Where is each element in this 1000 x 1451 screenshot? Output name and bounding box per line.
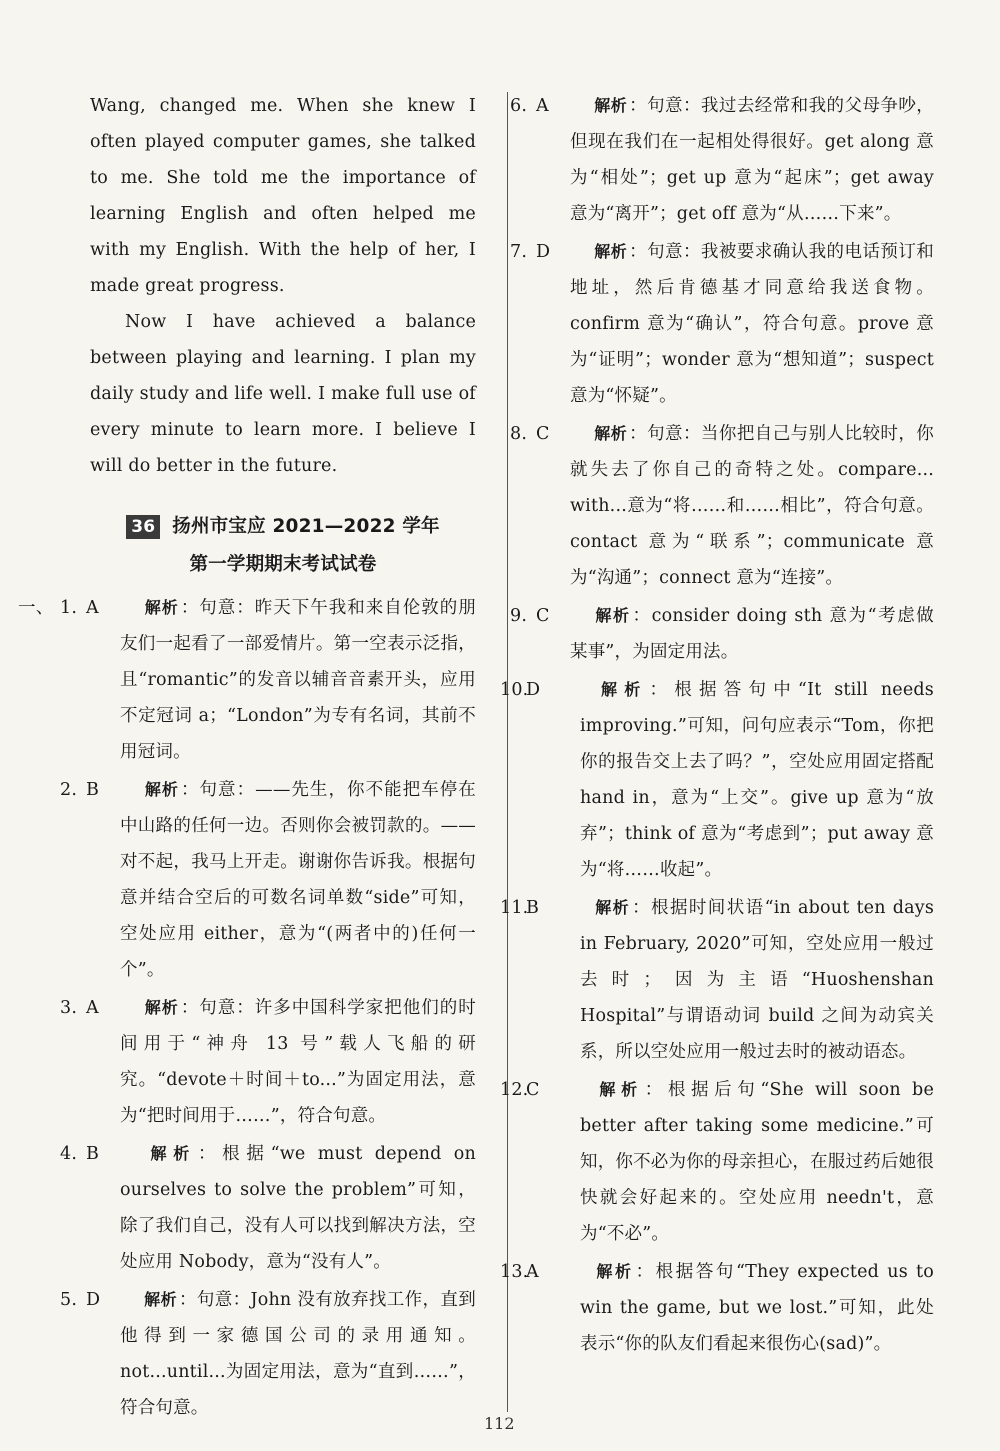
- answer-item-6: [510, 88, 934, 232]
- answer-item-8: [510, 416, 934, 596]
- answer-item-4: [60, 1136, 476, 1280]
- item-answer: D: [526, 680, 541, 700]
- item-answer: A: [86, 598, 99, 618]
- item-explanation: ：根据后句“She will soon be better after taking some medicine.”可知，你不必为你的母亲担心，在服过药后她很快就会好起来的。空处应用 needn't，意为“不必”。: [580, 1080, 934, 1244]
- answer-item-12: [500, 1072, 934, 1252]
- page-number: 112: [484, 1414, 515, 1433]
- item-number: 1.: [60, 598, 78, 618]
- item-number: 13.: [500, 1262, 529, 1282]
- left-column: [18, 88, 477, 1428]
- item-explanation: ：根据答句中“It still needs improving.”可知，问句应表示“Tom，你把你的报告交上去了吗？”，空处应用固定搭配 hand in，意为“上交”。give up 意为“放弃”；think of 意为“考虑到”；put away 意为“将……收起”。: [580, 680, 934, 880]
- item-label: 解析: [144, 998, 179, 1017]
- item-explanation: ：句意：John 没有放弃找工作，直到他得到一家德国公司的录用通知。not...until...为固定用法，意为“直到……”，符合句意。: [120, 1290, 476, 1418]
- item-answer: D: [536, 242, 551, 262]
- item-number: 12.: [500, 1080, 529, 1100]
- item-answer: D: [86, 1290, 101, 1310]
- item-explanation: ：句意：昨天下午我和来自伦敦的朋友们一起看了一部爱情片。第一空表示泛指，且“romantic”的发音以辅音音素开头，应用不定冠词 a；“London”为专有名词，其前不用冠词。: [120, 598, 477, 762]
- essay-paragraph-2: Now I have achieved a balance between playing and learning. I plan my daily study and life well. I make full use of every minute to learn more. I believe I will do better in the future.: [90, 312, 476, 476]
- column-divider: [507, 92, 508, 1412]
- item-label: 解析: [144, 1290, 177, 1309]
- item-answer: B: [86, 1144, 100, 1164]
- item-number: 6.: [510, 96, 528, 116]
- item-explanation: ：句意：我被要求确认我的电话预订和地址，然后肯德基才同意给我送食物。confirm 意为“确认”，符合句意。prove 意为“证明”；wonder 意为“想知道”；suspect 意为“怀疑”。: [570, 242, 934, 406]
- item-label: 解析: [594, 424, 628, 443]
- item-explanation: ：句意：当你把自己与别人比较时，你就失去了你自己的奇特之处。compare... with...意为“将……和……相比”，符合句意。contact 意为“联系”；communicate 意为“沟通”；connect 意为“连接”。: [570, 424, 934, 588]
- answer-item-9: [510, 598, 934, 670]
- item-answer: C: [526, 1080, 540, 1100]
- item-number: 7.: [510, 242, 528, 262]
- item-label: 解析: [594, 680, 648, 699]
- item-number: 10.: [500, 680, 529, 700]
- section-title-line1: [90, 508, 476, 546]
- item-explanation: ：句意：——先生，你不能把车停在中山路的任何一边。否则你会被罚款的。——对不起，我马上开走。谢谢你告诉我。根据句意并结合空后的可数名词单数“side”可知，空处应用 either，意为“(两者中的)任何一个”。: [120, 780, 477, 980]
- item-answer: A: [536, 96, 549, 116]
- item-answer: C: [536, 606, 550, 626]
- item-explanation: ：根据时间状语“in about ten days in February, 2020”可知，空处应用一般过去时；因为主语“Huoshenshan Hospital”与谓语动词 build 之间为动宾关系，所以空处应用一般过去时的被动语态。: [580, 898, 935, 1062]
- section-number-badge: 36: [126, 515, 160, 539]
- item-number: 3.: [60, 998, 78, 1018]
- item-answer: A: [86, 998, 99, 1018]
- answer-item-11: [500, 890, 935, 1070]
- item-answer: B: [526, 898, 540, 918]
- essay-paragraph-1: Wang, changed me. When she knew I often played computer games, she talked to me. She told me the importance of learning English and often helped me with my English. With the help of her, I made great progress.: [90, 96, 476, 296]
- item-explanation: ：根据“we must depend on ourselves to solve the problem”可知，除了我们自己，没有人可以找到解决方法，空处应用 Nobody，意为“没有人”。: [120, 1144, 476, 1272]
- section-title-text: 扬州市宝应 2021—2022 学年: [172, 516, 440, 537]
- section-heading: [90, 508, 476, 584]
- item-number: 9.: [510, 606, 528, 626]
- item-explanation: ：句意：许多中国科学家把他们的时间用于“神舟 13 号”载人飞船的研究。“devote＋时间＋to...”为固定用法，意为“把时间用于……”，符合句意。: [120, 998, 477, 1126]
- item-label: 解析: [594, 606, 631, 625]
- item-label: 解析: [144, 780, 179, 799]
- item-label: 解析: [594, 242, 628, 261]
- item-explanation: ：consider doing sth 意为“考虑做某事”，为固定用法。: [570, 606, 934, 662]
- answer-item-10: [500, 672, 934, 888]
- item-answer: C: [536, 424, 550, 444]
- answer-item-3: [60, 990, 477, 1134]
- section-title-line2: 第一学期期末考试试卷: [189, 554, 377, 575]
- item-label: 解析: [594, 898, 631, 917]
- item-explanation: ：根据答句“They expected us to win the game, but we lost.”可知，此处表示“你的队友们看起来很伤心(sad)”。: [580, 1262, 934, 1354]
- item-number: 11.: [500, 898, 529, 918]
- answer-item-2: [60, 772, 477, 988]
- item-number: 2.: [60, 780, 78, 800]
- item-explanation: ：句意：我过去经常和我的父母争吵，但现在我们在一起相处得很好。get along 意为“相处”；get up 意为“起床”；get away 意为“离开”；get off 意为“从……下来”。: [570, 96, 934, 224]
- item-label: 解析: [594, 1080, 643, 1099]
- item-answer: B: [86, 780, 100, 800]
- item-number: 4.: [60, 1144, 78, 1164]
- answer-item-13: [500, 1254, 934, 1362]
- item-label: 解析: [594, 96, 628, 115]
- item-label: 解析: [144, 598, 179, 617]
- item-label: 解析: [144, 1144, 196, 1163]
- answer-item-1: [18, 590, 477, 770]
- part-marker: 一、: [18, 598, 54, 618]
- answer-item-7: [510, 234, 934, 414]
- item-number: 8.: [510, 424, 528, 444]
- item-number: 5.: [60, 1290, 78, 1310]
- right-column: [500, 88, 935, 1364]
- answer-item-5: [60, 1282, 476, 1426]
- item-answer: A: [526, 1262, 539, 1282]
- item-label: 解析: [594, 1262, 634, 1281]
